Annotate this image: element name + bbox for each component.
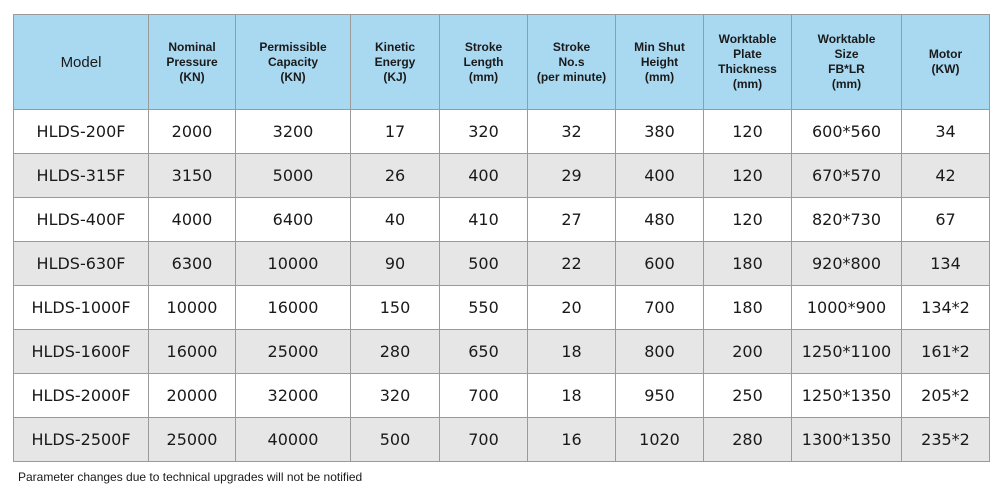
value-cell: 280 <box>351 330 440 374</box>
value-cell: 3200 <box>236 110 351 154</box>
value-cell: 700 <box>440 418 528 462</box>
value-cell: 820*730 <box>792 198 902 242</box>
value-cell: 40000 <box>236 418 351 462</box>
model-cell: HLDS-1000F <box>14 286 149 330</box>
value-cell: 200 <box>704 330 792 374</box>
value-cell: 920*800 <box>792 242 902 286</box>
table-row <box>14 374 990 418</box>
value-cell: 134*2 <box>902 286 990 330</box>
model-cell: HLDS-2000F <box>14 374 149 418</box>
column-header: Stroke No.s (per minute) <box>528 15 616 110</box>
value-cell: 670*570 <box>792 154 902 198</box>
column-header: Min Shut Height (mm) <box>616 15 704 110</box>
value-cell: 700 <box>616 286 704 330</box>
value-cell: 1300*1350 <box>792 418 902 462</box>
model-cell: HLDS-200F <box>14 110 149 154</box>
column-header: Kinetic Energy (KJ) <box>351 15 440 110</box>
value-cell: 6300 <box>149 242 236 286</box>
value-cell: 27 <box>528 198 616 242</box>
value-cell: 67 <box>902 198 990 242</box>
table-row <box>14 242 990 286</box>
value-cell: 6400 <box>236 198 351 242</box>
table-body <box>14 110 990 462</box>
value-cell: 16000 <box>149 330 236 374</box>
value-cell: 25000 <box>236 330 351 374</box>
value-cell: 3150 <box>149 154 236 198</box>
table-header <box>14 15 990 110</box>
model-cell: HLDS-2500F <box>14 418 149 462</box>
value-cell: 2000 <box>149 110 236 154</box>
value-cell: 550 <box>440 286 528 330</box>
value-cell: 1000*900 <box>792 286 902 330</box>
value-cell: 600 <box>616 242 704 286</box>
value-cell: 16 <box>528 418 616 462</box>
value-cell: 1250*1100 <box>792 330 902 374</box>
value-cell: 950 <box>616 374 704 418</box>
value-cell: 34 <box>902 110 990 154</box>
value-cell: 500 <box>351 418 440 462</box>
value-cell: 320 <box>440 110 528 154</box>
spec-table <box>13 14 990 462</box>
value-cell: 235*2 <box>902 418 990 462</box>
table-row <box>14 330 990 374</box>
value-cell: 42 <box>902 154 990 198</box>
value-cell: 380 <box>616 110 704 154</box>
column-header: Motor (KW) <box>902 15 990 110</box>
value-cell: 150 <box>351 286 440 330</box>
value-cell: 134 <box>902 242 990 286</box>
header-row <box>14 15 990 110</box>
value-cell: 161*2 <box>902 330 990 374</box>
value-cell: 20000 <box>149 374 236 418</box>
value-cell: 22 <box>528 242 616 286</box>
value-cell: 40 <box>351 198 440 242</box>
value-cell: 320 <box>351 374 440 418</box>
value-cell: 25000 <box>149 418 236 462</box>
value-cell: 480 <box>616 198 704 242</box>
value-cell: 32000 <box>236 374 351 418</box>
value-cell: 18 <box>528 374 616 418</box>
value-cell: 800 <box>616 330 704 374</box>
value-cell: 250 <box>704 374 792 418</box>
column-header: Worktable Plate Thickness (mm) <box>704 15 792 110</box>
value-cell: 180 <box>704 242 792 286</box>
column-header: Nominal Pressure (KN) <box>149 15 236 110</box>
table-row <box>14 154 990 198</box>
value-cell: 10000 <box>149 286 236 330</box>
value-cell: 700 <box>440 374 528 418</box>
value-cell: 280 <box>704 418 792 462</box>
column-header: Stroke Length (mm) <box>440 15 528 110</box>
model-cell: HLDS-1600F <box>14 330 149 374</box>
value-cell: 5000 <box>236 154 351 198</box>
value-cell: 400 <box>616 154 704 198</box>
value-cell: 600*560 <box>792 110 902 154</box>
table-row <box>14 286 990 330</box>
value-cell: 29 <box>528 154 616 198</box>
footnote: Parameter changes due to technical upgrades will not be notified <box>18 470 363 484</box>
value-cell: 32 <box>528 110 616 154</box>
value-cell: 17 <box>351 110 440 154</box>
value-cell: 400 <box>440 154 528 198</box>
column-header-model: Model <box>14 15 149 110</box>
table-row <box>14 110 990 154</box>
value-cell: 4000 <box>149 198 236 242</box>
model-cell: HLDS-315F <box>14 154 149 198</box>
value-cell: 16000 <box>236 286 351 330</box>
model-cell: HLDS-400F <box>14 198 149 242</box>
table-row <box>14 198 990 242</box>
value-cell: 90 <box>351 242 440 286</box>
value-cell: 1020 <box>616 418 704 462</box>
column-header: Worktable Size FB*LR (mm) <box>792 15 902 110</box>
value-cell: 10000 <box>236 242 351 286</box>
value-cell: 410 <box>440 198 528 242</box>
value-cell: 180 <box>704 286 792 330</box>
value-cell: 120 <box>704 198 792 242</box>
table-row <box>14 418 990 462</box>
model-cell: HLDS-630F <box>14 242 149 286</box>
value-cell: 1250*1350 <box>792 374 902 418</box>
value-cell: 650 <box>440 330 528 374</box>
value-cell: 120 <box>704 110 792 154</box>
value-cell: 120 <box>704 154 792 198</box>
value-cell: 205*2 <box>902 374 990 418</box>
value-cell: 20 <box>528 286 616 330</box>
value-cell: 18 <box>528 330 616 374</box>
value-cell: 26 <box>351 154 440 198</box>
column-header: Permissible Capacity (KN) <box>236 15 351 110</box>
value-cell: 500 <box>440 242 528 286</box>
